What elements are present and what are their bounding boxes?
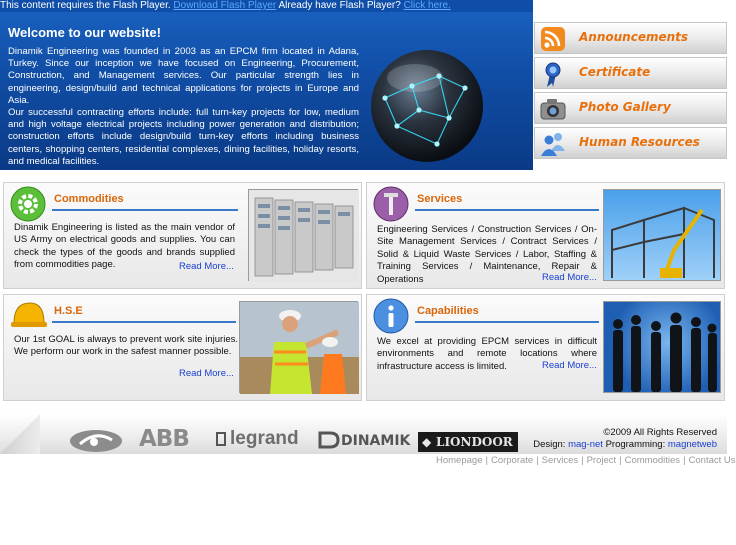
construction-crane-icon — [604, 190, 722, 282]
footer-nav-separator: | — [485, 455, 488, 466]
menu-announcements-label: Announcements — [579, 30, 689, 44]
design-link[interactable]: mag-net — [568, 439, 603, 450]
footer-nav-separator: | — [619, 455, 622, 466]
footer-nav-separator: | — [683, 455, 686, 466]
commodities-image — [248, 189, 358, 281]
hard-hat-icon — [8, 297, 48, 335]
partner-logo-legrand: legrand — [230, 428, 299, 449]
hse-read-more-link[interactable]: Read More... — [179, 368, 234, 379]
footer-nav — [436, 455, 736, 466]
capabilities-image — [603, 301, 721, 393]
gear-icon — [8, 185, 48, 223]
hse-text: Our 1st GOAL is always to prevent work site injuries. We perform our work in the safest manner possible. — [14, 334, 238, 358]
flash-have-text: Already have Flash Player? — [278, 0, 401, 11]
hse-image — [239, 301, 358, 393]
flash-message: This content requires the Flash Player. — [0, 0, 171, 11]
footer-nav-separator: | — [536, 455, 539, 466]
business-people-icon — [604, 302, 722, 394]
hse-panel — [3, 294, 362, 401]
capabilities-read-more-link[interactable]: Read More... — [542, 360, 597, 371]
liondoor-logo-box — [418, 432, 518, 452]
people-icon — [539, 131, 567, 157]
services-image — [603, 189, 721, 281]
partner-logo-swirl-icon — [68, 428, 124, 454]
commodities-panel — [3, 182, 362, 289]
intro-paragraph-2: Our successful contracting efforts include: full turn-key projects for low, medium and high voltage electrical projects including power generation and distribution; construction efforts include design/build turn-key efforts including business centers, shopping centers, residential complexes, dining facilities, holiday resorts, and medical facilities. — [8, 107, 359, 167]
hse-title: H.S.E — [54, 305, 83, 317]
capabilities-text: We excel at providing EPCM services in difficult environments and remote locations where infrastructure access is limited. — [377, 336, 597, 372]
footer-nav-project[interactable]: Project — [586, 455, 617, 466]
info-icon — [371, 297, 411, 335]
menu-human-resources[interactable] — [534, 127, 727, 159]
commodities-title: Commodities — [54, 193, 124, 205]
services-title-underline — [415, 209, 599, 211]
intro-text — [8, 46, 359, 168]
services-text: Engineering Services / Construction Services / On-Site Management Services / Contract Services / Solid & Liquid Waste Services / Labor, Staffing & Training Services / Maintenance, Repair & Operations — [377, 224, 597, 285]
services-title: Services — [417, 193, 463, 205]
rss-icon — [539, 26, 567, 52]
design-label: Design: — [533, 439, 566, 450]
welcome-title: Welcome to our website! — [8, 25, 161, 40]
footer-nav-commodities[interactable]: Commodities — [624, 455, 681, 466]
partner-logo-dinamik: DINAMIK — [341, 433, 411, 449]
programming-link[interactable]: magnetweb — [667, 439, 717, 450]
menu-certificate-label: Certificate — [579, 65, 651, 79]
footer-nav-contact-us[interactable]: Contact Us — [688, 455, 736, 466]
menu-human-resources-label: Human Resources — [579, 135, 700, 149]
programming-label: Programming: — [605, 439, 666, 450]
footer-nav-separator: | — [581, 455, 584, 466]
menu-announcements[interactable] — [534, 22, 727, 54]
menu-photo-gallery-label: Photo Gallery — [579, 100, 671, 114]
camera-icon — [539, 96, 567, 122]
commodities-text: Dinamik Engineering is listed as the main vendor of US Army on electrical goods and supplies. You can check the types of the goods and brands supplied from commodities page. — [14, 222, 235, 271]
menu-certificate[interactable] — [534, 57, 727, 89]
flash-click-here-link[interactable]: Click here. — [403, 0, 451, 11]
capabilities-panel — [366, 294, 725, 401]
intro-paragraph-1: Dinamik Engineering was founded in 2003 as an EPCM firm located in Adana, Turkey. Since our inception we have focused on Engineering, Procurement, Construction, and Management services. Our particular strength lies in engineering, design/build and technical applications for projects in Europe and Asia. — [8, 46, 359, 106]
partner-logo-liondoor: LIONDOOR — [436, 435, 513, 449]
services-panel — [366, 182, 725, 289]
menu-photo-gallery[interactable] — [534, 92, 727, 124]
footer-nav-corporate[interactable]: Corporate — [490, 455, 534, 466]
capabilities-title: Capabilities — [417, 305, 479, 317]
commodities-read-more-link[interactable]: Read More... — [179, 261, 234, 272]
credits — [533, 439, 717, 450]
network-globe-icon — [367, 48, 487, 166]
hse-title-underline — [52, 321, 236, 323]
electrical-cabinets-icon — [249, 190, 359, 282]
ribbon-icon — [539, 61, 567, 87]
lion-icon: ◆ — [422, 435, 432, 449]
tools-icon — [371, 185, 411, 223]
footer-nav-services[interactable]: Services — [541, 455, 579, 466]
commodities-title-underline — [52, 209, 238, 211]
workers-photo-icon — [240, 302, 359, 394]
flash-notice — [0, 0, 533, 12]
footer-nav-homepage[interactable]: Homepage — [436, 455, 483, 466]
legrand-mark-icon — [216, 432, 226, 446]
dinamik-mark-icon — [318, 431, 340, 449]
copyright-text: ©2009 All Rights Reserved — [603, 427, 717, 438]
capabilities-title-underline — [415, 321, 599, 323]
services-read-more-link[interactable]: Read More... — [542, 272, 597, 283]
partner-logo-abb: ABB — [139, 426, 189, 452]
download-flash-link[interactable]: Download Flash Player — [173, 0, 277, 11]
